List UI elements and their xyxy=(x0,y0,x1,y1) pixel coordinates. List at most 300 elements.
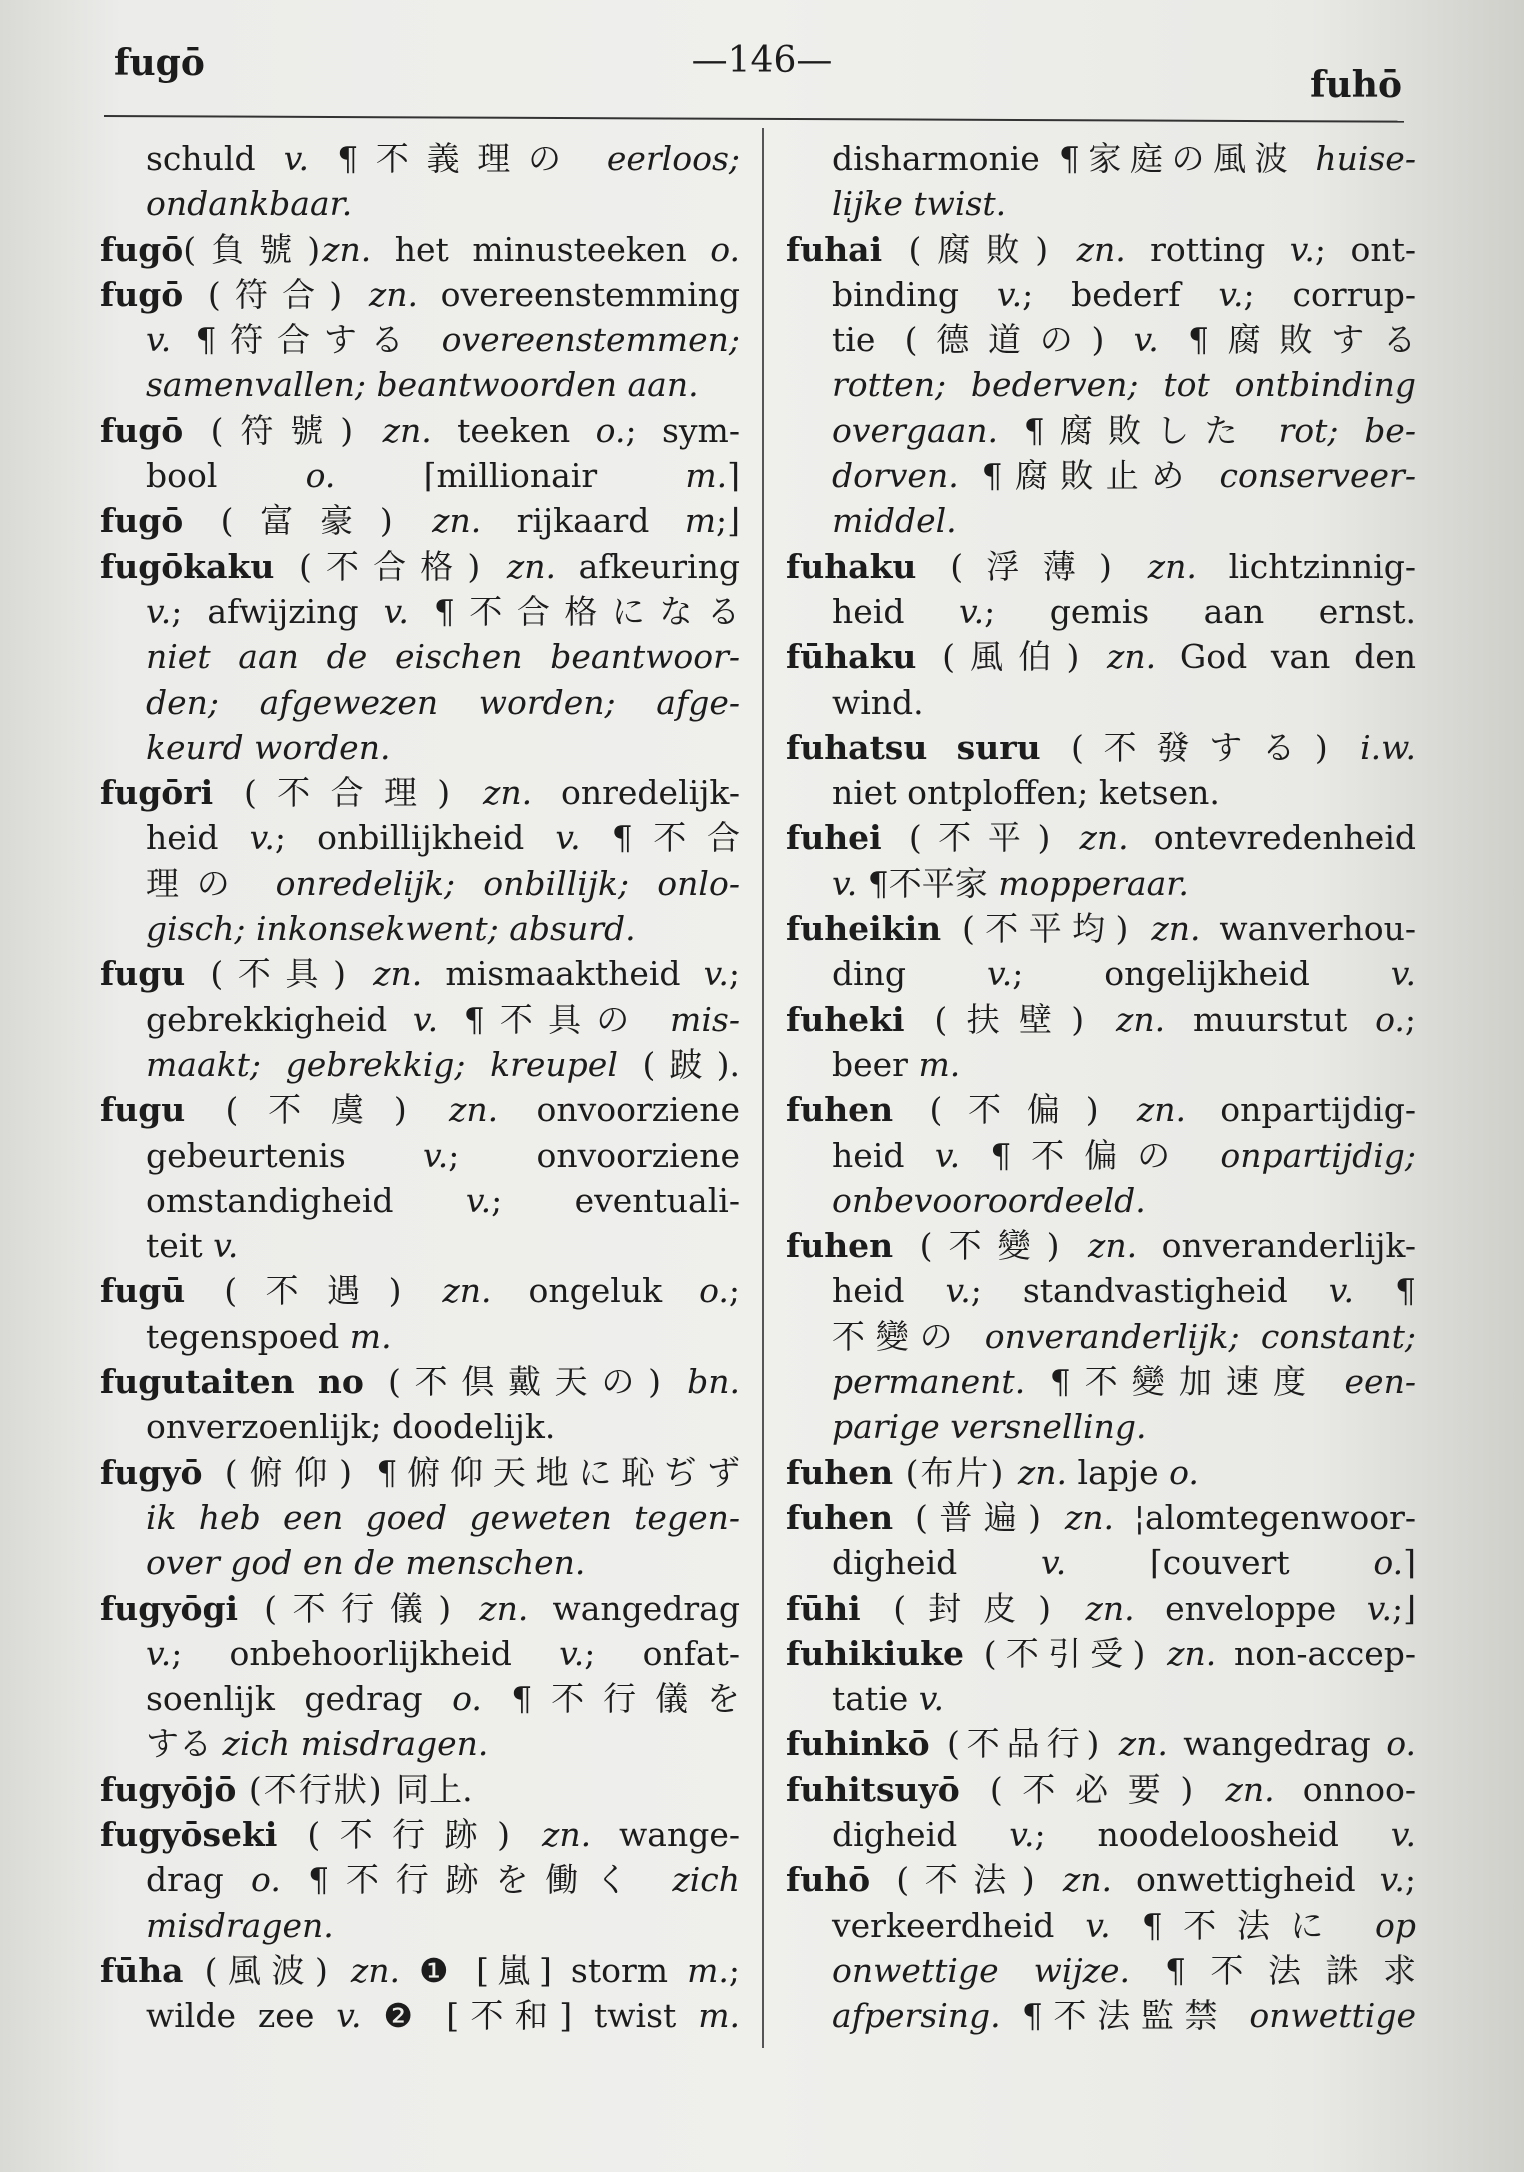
entry-italic: zn. xyxy=(1017,1452,1068,1492)
dictionary-line xyxy=(100,408,740,453)
entry-text: ⌈couvert xyxy=(1066,1543,1374,1583)
right-column xyxy=(786,136,1416,2038)
entry-text: disharmonie ¶家庭の風波 xyxy=(832,139,1316,178)
kanji-form: (不品行) xyxy=(929,1724,1119,1764)
headword: fugyōjō xyxy=(100,1769,237,1809)
entry-italic: v. xyxy=(249,818,275,858)
entry-text: wanverhou- xyxy=(1200,909,1416,949)
entry-text: ¶ xyxy=(1353,1271,1416,1311)
entry-text: lichtzinnig- xyxy=(1196,546,1416,586)
kanji-form: (浮薄) xyxy=(916,546,1148,586)
headword: fuhen xyxy=(786,1452,894,1492)
entry-text: teeken xyxy=(431,410,596,450)
entry-text: ¶不法監禁 xyxy=(1000,1996,1250,2036)
dictionary-line xyxy=(100,815,740,860)
kanji-form: (不平均) xyxy=(941,909,1152,949)
headword: fuheki xyxy=(786,999,905,1039)
entry-italic: dorven. xyxy=(832,456,959,496)
dictionary-line xyxy=(100,272,740,317)
dictionary-line xyxy=(100,589,740,634)
dictionary-line xyxy=(786,1631,1416,1676)
entry-text: verkeerdheid xyxy=(832,1905,1086,1945)
entry-italic: zn. xyxy=(1167,1633,1217,1673)
headword: fugō xyxy=(100,274,184,314)
entry-italic: v. xyxy=(987,954,1013,994)
entry-text: muurstut xyxy=(1165,999,1376,1039)
entry-text: bool xyxy=(146,456,306,496)
entry-text: ; onvoorziene xyxy=(448,1135,740,1175)
dictionary-line xyxy=(100,906,740,951)
entry-italic: v. xyxy=(1390,1814,1416,1854)
dictionary-line xyxy=(786,1676,1416,1721)
entry-text: wangedrag xyxy=(528,1588,740,1628)
entry-italic: zn. xyxy=(1079,818,1129,858)
entry-text: ¶不行儀を xyxy=(481,1679,740,1719)
entry-italic: bn. xyxy=(687,1362,740,1402)
dictionary-line xyxy=(100,1676,740,1721)
dictionary-line xyxy=(100,317,740,362)
entry-italic: zn. xyxy=(1116,999,1166,1039)
dictionary-line xyxy=(100,1404,740,1449)
dictionary-line xyxy=(786,906,1416,951)
dictionary-line xyxy=(786,680,1416,725)
dictionary-line xyxy=(786,997,1416,1042)
page-number: —146— xyxy=(691,40,833,81)
dictionary-line xyxy=(786,1223,1416,1268)
entry-text: ⌉ xyxy=(727,456,740,496)
dictionary-line xyxy=(786,498,1416,543)
dictionary-line xyxy=(786,1903,1416,1948)
entry-italic: zn. xyxy=(350,1950,401,1990)
headword: fuheikin xyxy=(786,909,942,949)
entry-text: heid xyxy=(832,591,959,631)
entry-text: onvoorziene xyxy=(498,1090,740,1130)
entry-italic: o. xyxy=(595,410,626,450)
headword: fugu xyxy=(100,1090,186,1130)
dictionary-line xyxy=(100,1450,740,1495)
entry-italic: zn. xyxy=(506,546,556,586)
entry-italic: v. xyxy=(213,1226,239,1266)
entry-italic: zn. xyxy=(1147,546,1197,586)
entry-text: ¶俯仰天地に恥ぢず xyxy=(376,1452,740,1492)
kanji-form: (不倶戴天の) xyxy=(363,1362,688,1402)
entry-italic: lijke twist. xyxy=(832,184,1007,224)
entry-text: ¶符合する xyxy=(171,320,442,360)
entry-text: ¶不法誅求 xyxy=(1130,1950,1416,1990)
entry-text: ; corrup- xyxy=(1243,274,1416,314)
dictionary-line xyxy=(786,770,1416,815)
entry-italic: v. xyxy=(1218,274,1244,314)
kanji-form: (扶壁) xyxy=(904,999,1117,1039)
dictionary-line xyxy=(786,1359,1416,1404)
kanji-form: (不必要) xyxy=(959,1769,1226,1809)
entry-text: ; gemis aan ernst. xyxy=(984,591,1416,631)
entry-italic: huise- xyxy=(1315,139,1416,178)
dictionary-line xyxy=(100,1993,740,2038)
entry-italic: een- xyxy=(1344,1362,1416,1402)
kanji-form: (不合理) xyxy=(213,773,484,813)
dictionary-line xyxy=(100,498,740,543)
entry-text: ¶不合 xyxy=(580,818,740,858)
entry-italic: v. xyxy=(412,999,439,1039)
dictionary-line xyxy=(100,1495,740,1540)
dictionary-line xyxy=(100,544,740,589)
dictionary-line xyxy=(100,1812,740,1857)
entry-italic: zn. xyxy=(479,1588,529,1628)
dictionary-line xyxy=(786,1857,1416,1902)
dictionary-line xyxy=(100,680,740,725)
entry-italic: over god en de menschen. xyxy=(146,1543,586,1583)
entry-text: ; xyxy=(728,954,740,994)
dictionary-line xyxy=(100,1948,740,1993)
entry-text: non-accep- xyxy=(1216,1633,1416,1673)
dictionary-line xyxy=(786,1540,1416,1585)
kanji-form: (布片) xyxy=(893,1452,1018,1492)
entry-text: ;⌋ xyxy=(716,501,740,541)
entry-text: teit xyxy=(146,1226,214,1266)
entry-italic: zn. xyxy=(322,229,372,269)
kanji-form: (封皮) xyxy=(860,1588,1086,1628)
headword: fūhaku xyxy=(786,637,917,677)
entry-text: gebrekkigheid xyxy=(146,999,413,1039)
entry-text: ¦alomtegenwoor- xyxy=(1114,1497,1416,1537)
entry-italic: op xyxy=(1375,1905,1416,1945)
entry-text: ❶ [嵐] storm xyxy=(400,1950,688,1990)
entry-italic: i.w. xyxy=(1360,727,1416,767)
entry-italic: v. xyxy=(934,1135,961,1175)
entry-italic: onredelijk; onbillijk; onlo- xyxy=(275,863,740,903)
entry-text: overeenstemming xyxy=(417,274,740,314)
headword: fuhinkō xyxy=(786,1724,930,1764)
entry-italic: ondankbaar. xyxy=(146,184,353,224)
kanji-form: (不遇) xyxy=(185,1271,443,1311)
dictionary-line xyxy=(100,1586,740,1631)
dictionary-line xyxy=(786,725,1416,770)
kanji-form: (不行儀) xyxy=(238,1588,480,1628)
dictionary-line xyxy=(100,181,740,226)
headword: fugyōseki xyxy=(100,1814,278,1854)
entry-text: ⌈millionair xyxy=(335,456,686,496)
entry-text: ¶不變加速度 xyxy=(1025,1362,1345,1402)
column-divider xyxy=(762,128,764,2048)
dictionary-line xyxy=(786,362,1416,407)
dictionary-line xyxy=(786,317,1416,362)
kanji-form: (普遍) xyxy=(893,1497,1065,1537)
entry-italic: v. xyxy=(996,274,1023,314)
dictionary-line xyxy=(786,453,1416,498)
dictionary-line xyxy=(100,1087,740,1132)
entry-text: drag xyxy=(146,1860,252,1900)
dictionary-line xyxy=(100,997,740,1042)
entry-italic: permanent. xyxy=(832,1362,1026,1402)
headword: fūhi xyxy=(786,1588,861,1628)
entry-italic: zn. xyxy=(373,954,423,994)
entry-text: onwettigheid xyxy=(1111,1860,1380,1900)
dictionary-line xyxy=(786,181,1416,226)
dictionary-line xyxy=(786,1948,1416,1993)
entry-italic: v. xyxy=(832,863,858,903)
entry-text: soenlijk gedrag xyxy=(146,1679,453,1719)
entry-text: digheid xyxy=(832,1814,1010,1854)
entry-italic: zich misdragen. xyxy=(222,1724,489,1764)
entry-text: ¶不行跡を働く xyxy=(280,1860,673,1900)
headword: fugyō xyxy=(100,1452,203,1492)
entry-text: het minusteeken xyxy=(371,229,711,269)
headword: fuhaku xyxy=(786,546,917,586)
entry-italic: zn. xyxy=(1225,1769,1275,1809)
entry-italic: o. xyxy=(452,1679,482,1719)
kanji-form: (不平) xyxy=(881,818,1080,858)
entry-text: heid xyxy=(832,1135,935,1175)
kanji-form: (不虞) xyxy=(185,1090,450,1130)
dictionary-line xyxy=(100,1223,740,1268)
running-head-right: fuhō xyxy=(1310,64,1402,106)
headword: fugōkaku xyxy=(100,546,275,586)
entry-text: 理の xyxy=(146,863,276,903)
entry-italic: den; afgewezen worden; afge- xyxy=(146,682,740,722)
headword: fuhei xyxy=(786,818,882,858)
entry-text: binding xyxy=(832,274,997,314)
kanji-form: (腐敗) xyxy=(882,229,1077,269)
entry-italic: rot; be- xyxy=(1278,410,1416,450)
dictionary-line xyxy=(100,861,740,906)
entry-italic: v. xyxy=(555,818,581,858)
entry-text: wind. xyxy=(832,682,924,722)
dictionary-line xyxy=(786,544,1416,589)
kanji-form: (不發する) xyxy=(1040,727,1361,767)
entry-italic: v. xyxy=(1040,1543,1067,1583)
entry-text: onredelijk- xyxy=(532,773,740,813)
kanji-form: (不變) xyxy=(893,1226,1089,1266)
entry-text: ; noodeloosheid xyxy=(1034,1814,1391,1854)
kanji-form: (負號) xyxy=(183,229,323,269)
entry-italic: v. xyxy=(1366,1588,1392,1628)
entry-italic: keurd worden. xyxy=(146,727,391,767)
entry-italic: zn. xyxy=(1118,1724,1168,1764)
headword: fuhatsu suru xyxy=(786,727,1041,767)
entry-text: wangedrag xyxy=(1167,1724,1387,1764)
entry-text: ¶不偏の xyxy=(960,1135,1221,1175)
kanji-form: (不具) xyxy=(185,954,374,994)
dictionary-line xyxy=(786,1495,1416,1540)
dictionary-line xyxy=(786,227,1416,272)
entry-italic: afpersing. xyxy=(832,1996,1001,2036)
entry-text: ; xyxy=(728,1950,740,1990)
dictionary-line xyxy=(786,1404,1416,1449)
entry-italic: rotten; bederven; tot ontbinding xyxy=(832,365,1416,405)
dictionary-line xyxy=(786,634,1416,679)
entry-text: ¶不義理の xyxy=(309,139,607,178)
running-head-left: fugō xyxy=(114,42,205,84)
entry-text: rotting xyxy=(1125,229,1290,269)
entry-italic: onwettige wijze. xyxy=(832,1950,1131,1990)
entry-text: niet ontploffen; ketsen. xyxy=(832,773,1220,813)
entry-italic: v. xyxy=(423,1135,449,1175)
dictionary-line xyxy=(786,861,1416,906)
entry-text: lapje xyxy=(1067,1452,1170,1492)
entry-text: ; afwijzing xyxy=(171,591,384,631)
entry-text: ontevredenheid xyxy=(1128,818,1416,858)
entry-text: onveranderlijk- xyxy=(1137,1226,1416,1266)
entry-italic: o. xyxy=(1386,1724,1416,1764)
entry-text: ¶不合格になる xyxy=(408,591,740,631)
entry-italic: zn. xyxy=(1062,1860,1112,1900)
dictionary-line xyxy=(100,1631,740,1676)
entry-text: ding xyxy=(832,954,987,994)
entry-text: ; sym- xyxy=(625,410,740,450)
dictionary-line xyxy=(100,1133,740,1178)
headword: fugō xyxy=(100,410,184,450)
entry-text: mismaaktheid xyxy=(422,954,704,994)
dictionary-line xyxy=(100,1721,740,1766)
entry-text: tatie xyxy=(832,1679,919,1719)
entry-italic: zn. xyxy=(449,1090,499,1130)
entry-italic: zn. xyxy=(1151,909,1201,949)
entry-italic: o. xyxy=(699,1271,729,1311)
entry-italic: m. xyxy=(349,1316,392,1356)
dictionary-line xyxy=(786,1314,1416,1359)
headword: fuhō xyxy=(786,1860,871,1900)
dictionary-line xyxy=(100,725,740,770)
entry-text: ; ongelijkheid xyxy=(1012,954,1391,994)
entry-text: 不變の xyxy=(832,1316,985,1356)
entry-italic: zn. xyxy=(483,773,533,813)
dictionary-line xyxy=(786,1087,1416,1132)
headword: fuhen xyxy=(786,1090,894,1130)
headword: fuhen xyxy=(786,1497,894,1537)
entry-text: ; xyxy=(1404,999,1416,1039)
entry-text: ; ont- xyxy=(1314,229,1416,269)
dictionary-line xyxy=(100,1359,740,1404)
entry-italic: v. xyxy=(283,139,310,178)
entry-italic: o. xyxy=(251,1860,281,1900)
headword: fugō xyxy=(100,501,184,541)
entry-italic: zn. xyxy=(1136,1090,1187,1130)
dictionary-line xyxy=(786,1586,1416,1631)
left-column xyxy=(100,136,740,2038)
dictionary-line xyxy=(100,1540,740,1585)
entry-italic: zich xyxy=(672,1860,740,1900)
entry-text: gebeurtenis xyxy=(146,1135,423,1175)
entry-text: ¶腐敗する xyxy=(1158,320,1416,360)
entry-text: ¶不平家 xyxy=(857,863,999,903)
headword: fuhikiuke xyxy=(786,1633,964,1673)
dictionary-line xyxy=(786,1767,1416,1812)
headword: fugyōgi xyxy=(100,1588,239,1628)
entry-italic: zn. xyxy=(1076,229,1126,269)
entry-text: God van den xyxy=(1156,637,1416,677)
entry-text: ;⌋ xyxy=(1392,1588,1416,1628)
entry-italic: mopperaar. xyxy=(998,863,1189,903)
entry-italic: onwettige xyxy=(1249,1996,1416,2036)
entry-italic: v. xyxy=(146,591,172,631)
kanji-form: (不偏) xyxy=(893,1090,1137,1130)
entry-italic: v. xyxy=(146,1633,172,1673)
entry-text: wange- xyxy=(591,1814,740,1854)
dictionary-line xyxy=(786,1721,1416,1766)
entry-italic: v. xyxy=(918,1679,944,1719)
entry-text: digheid xyxy=(832,1543,1041,1583)
entry-text: ; onfat- xyxy=(584,1633,740,1673)
entry-text: ⌉ xyxy=(1403,1543,1416,1583)
entry-text: する xyxy=(146,1724,223,1764)
dictionary-line xyxy=(786,136,1416,181)
entry-italic: zn. xyxy=(1064,1497,1114,1537)
entry-italic: zn. xyxy=(368,274,418,314)
entry-text: rijkaard xyxy=(481,501,685,541)
headword: fūha xyxy=(100,1950,184,1990)
dictionary-line xyxy=(786,815,1416,860)
entry-text: onnoo- xyxy=(1274,1769,1416,1809)
entry-italic: overeenstemmen; xyxy=(441,320,740,360)
entry-italic: v. xyxy=(1328,1271,1354,1311)
headword: fugōri xyxy=(100,773,214,813)
entry-text: beer xyxy=(832,1044,919,1084)
header-rule xyxy=(104,115,1404,123)
entry-text: ¶不法に xyxy=(1110,1905,1375,1945)
dictionary-line xyxy=(100,951,740,996)
dictionary-line xyxy=(100,1314,740,1359)
kanji-form: (不合格) xyxy=(274,546,507,586)
entry-italic: v. xyxy=(1379,1860,1405,1900)
entry-text: (跛). xyxy=(617,1044,740,1084)
entry-text: ¶不具の xyxy=(438,999,671,1039)
entry-italic: o. xyxy=(710,229,740,269)
entry-italic: zn. xyxy=(442,1271,492,1311)
kanji-form: (不法) xyxy=(870,1860,1063,1900)
kanji-form: (風波) xyxy=(183,1950,351,1990)
entry-text: schuld xyxy=(146,139,284,178)
entry-italic: o. xyxy=(1169,1452,1199,1492)
entry-italic: middel. xyxy=(832,501,957,541)
entry-text: afkeuring xyxy=(556,546,740,586)
entry-italic: v. xyxy=(958,591,985,631)
kanji-form: (不行狀) xyxy=(236,1769,397,1809)
entry-italic: onveranderlijk; constant; xyxy=(984,1316,1416,1356)
dictionary-line xyxy=(100,634,740,679)
dictionary-line xyxy=(100,1903,740,1948)
dictionary-line xyxy=(786,408,1416,453)
dictionary-line xyxy=(100,1767,740,1812)
entry-italic: overgaan. xyxy=(832,410,999,450)
dictionary-line xyxy=(786,1133,1416,1178)
entry-italic: v. xyxy=(1133,320,1159,360)
entry-text: ; xyxy=(1404,1860,1416,1900)
entry-italic: v. xyxy=(945,1271,971,1311)
entry-text: tie (德道の) xyxy=(832,320,1134,360)
kanji-form: (符號) xyxy=(183,410,383,450)
headword: fuhai xyxy=(786,229,883,269)
entry-italic: parige versnelling. xyxy=(832,1407,1147,1447)
entry-text: heid xyxy=(146,818,250,858)
dictionary-line xyxy=(786,1450,1416,1495)
kanji-form: (富豪) xyxy=(183,501,433,541)
headword: fugutaiten no xyxy=(100,1362,364,1402)
dictionary-line xyxy=(786,1812,1416,1857)
entry-text: ; onbehoorlijkheid xyxy=(171,1633,560,1673)
dictionary-line xyxy=(786,1042,1416,1087)
entry-text: onverzoenlijk; doodelijk. xyxy=(146,1407,556,1447)
entry-italic: m. xyxy=(698,1996,740,2036)
entry-italic: zn. xyxy=(541,1814,592,1854)
entry-italic: zn. xyxy=(382,410,432,450)
entry-italic: ik heb een goed geweten tegen- xyxy=(146,1497,740,1537)
entry-italic: v. xyxy=(383,591,409,631)
headword: fugū xyxy=(100,1271,186,1311)
headword: fugō xyxy=(100,229,184,269)
entry-italic: v. xyxy=(465,1180,492,1220)
entry-italic: zn. xyxy=(432,501,482,541)
